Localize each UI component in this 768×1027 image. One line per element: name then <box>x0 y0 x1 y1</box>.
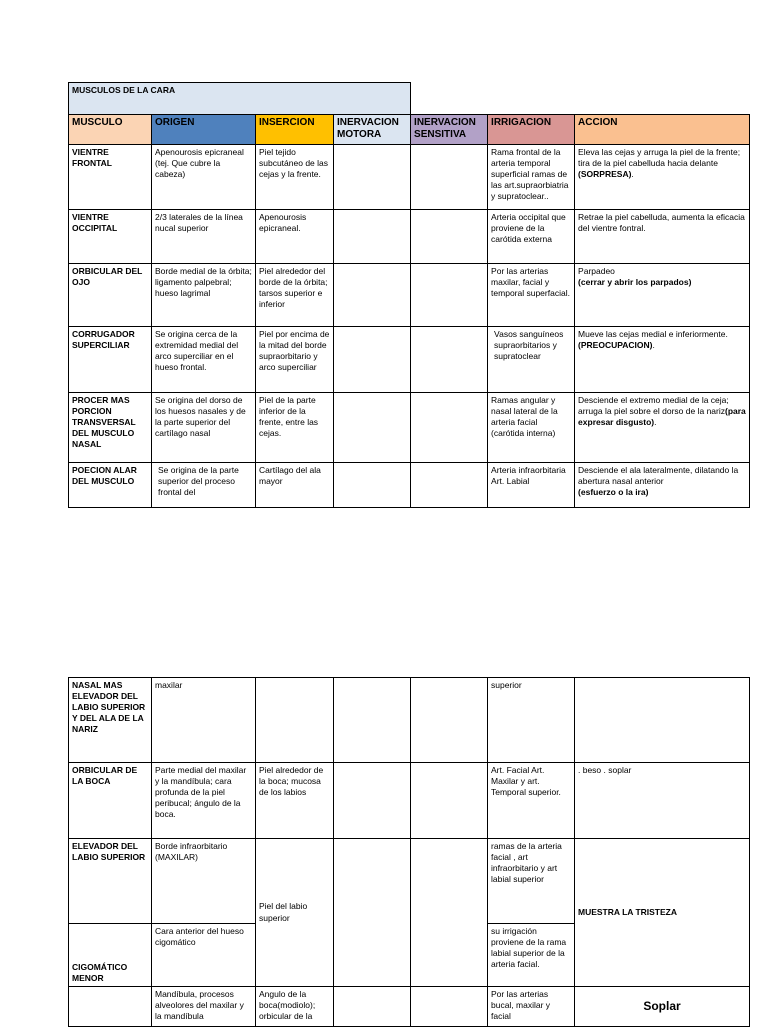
insercion-cell: Angulo de la boca(modiolo); orbicular de la <box>256 987 334 1027</box>
header-motora: INERVACION MOTORA <box>334 115 411 145</box>
header-origen: ORIGEN <box>152 115 256 145</box>
musculo-cell: VIENTRE FRONTAL <box>69 145 152 210</box>
musculo-cell: VIENTRE OCCIPITAL <box>69 210 152 264</box>
table-row <box>69 210 750 264</box>
sensitiva-cell <box>411 839 488 987</box>
header-row <box>69 115 750 145</box>
header-sensitiva: INERVACION SENSITIVA <box>411 115 488 145</box>
origen-cell: Borde infraorbitario (MAXILAR) <box>152 839 256 924</box>
musculo-cell: ELEVADOR DEL LABIO SUPERIOR <box>69 839 152 924</box>
insercion-cell: Piel del labio superior <box>256 839 334 987</box>
accion-cell: Desciende el ala lateralmente, dilatando la abertura nasal anterior (esfuerzo o la ira) <box>575 463 750 508</box>
musculo-cell: ORBICULAR DEL OJO <box>69 264 152 327</box>
muscles-table-1 <box>68 82 750 508</box>
header-accion: ACCION <box>575 115 750 145</box>
musculo-cell: NASAL MAS ELEVADOR DEL LABIO SUPERIOR Y DEL ALA DE LA NARIZ <box>69 678 152 763</box>
accion-cell: Parpadeo (cerrar y abrir los parpados) <box>575 264 750 327</box>
sensitiva-cell <box>411 678 488 763</box>
motora-cell <box>334 145 411 210</box>
accion-cell: MUESTRA LA TRISTEZA <box>575 839 750 987</box>
origen-cell: Apenourosis epicraneal (tej. Que cubre la cabeza) <box>152 145 256 210</box>
sensitiva-cell <box>411 763 488 839</box>
insercion-cell: Piel alrededor de la boca; mucosa de los labios <box>256 763 334 839</box>
accion-cell <box>575 678 750 763</box>
irrigacion-cell: Por las arterias maxilar, facial y temporal superfacial. <box>488 264 575 327</box>
musculo-cell: ORBICULAR DE LA BOCA <box>69 763 152 839</box>
table-title: MUSCULOS DE LA CARA <box>69 83 411 115</box>
header-insercion: INSERCION <box>256 115 334 145</box>
insercion-cell: Apenourosis epicraneal. <box>256 210 334 264</box>
irrigacion-cell: Art. Facial Art. Maxilar y art. Temporal superior. <box>488 763 575 839</box>
table-row <box>69 763 750 839</box>
musculo-cell <box>69 987 152 1027</box>
accion-cell: Eleva las cejas y arruga la piel de la frente; tira de la piel cabelluda hacia delante (SORPRESA). <box>575 145 750 210</box>
origen-cell: Cara anterior del hueso cigomático <box>152 924 256 987</box>
irrigacion-cell: Arteria occipital que proviene de la carótida externa <box>488 210 575 264</box>
accion-cell: Retrae la piel cabelluda, aumenta la eficacia del vientre fontral. <box>575 210 750 264</box>
sensitiva-cell <box>411 264 488 327</box>
origen-cell: Borde medial de la órbita; ligamento palpebral; hueso lagrimal <box>152 264 256 327</box>
sensitiva-cell <box>411 327 488 393</box>
table-row <box>69 678 750 763</box>
motora-cell <box>334 987 411 1027</box>
irrigacion-cell: Vasos sanguíneos supraorbitarios y supratoclear <box>488 327 575 393</box>
header-irrigacion: IRRIGACION <box>488 115 575 145</box>
accion-cell: Soplar <box>575 987 750 1027</box>
musculo-cell: POECION ALAR DEL MUSCULO <box>69 463 152 508</box>
sensitiva-cell <box>411 463 488 508</box>
motora-cell <box>334 327 411 393</box>
accion-cell: . beso . soplar <box>575 763 750 839</box>
header-musculo: MUSCULO <box>69 115 152 145</box>
irrigacion-cell: ramas de la arteria facial , art infraorbitario y art labial superior <box>488 839 575 924</box>
origen-cell: Mandíbula, procesos alveolores del maxilar y la mandíbula <box>152 987 256 1027</box>
table-row <box>69 987 750 1027</box>
origen-cell: Se origina de la parte superior del proceso frontal del <box>152 463 256 508</box>
table-row <box>69 264 750 327</box>
insercion-cell: Piel alrededor del borde de la órbita; tarsos superior e inferior <box>256 264 334 327</box>
sensitiva-cell <box>411 987 488 1027</box>
irrigacion-cell: Ramas angular y nasal lateral de la arteria facial (carótida interna) <box>488 393 575 463</box>
insercion-cell: Piel tejido subcutáneo de las cejas y la frente. <box>256 145 334 210</box>
irrigacion-cell: superior <box>488 678 575 763</box>
muscles-table-2 <box>68 677 750 1027</box>
table-row <box>69 145 750 210</box>
musculo-cell: CORRUGADOR SUPERCILIAR <box>69 327 152 393</box>
sensitiva-cell <box>411 145 488 210</box>
motora-cell <box>334 678 411 763</box>
origen-cell: maxilar <box>152 678 256 763</box>
insercion-cell: Piel por encima de la mitad del borde supraorbitario y arco superciliar <box>256 327 334 393</box>
motora-cell <box>334 763 411 839</box>
musculo-cell: PROCER MAS PORCION TRANSVERSAL DEL MUSCULO NASAL <box>69 393 152 463</box>
irrigacion-cell: Por las arterias bucal, maxilar y facial <box>488 987 575 1027</box>
musculo-cell: CIGOMÁTICO MENOR <box>69 924 152 987</box>
accion-cell: Desciende el extremo medial de la ceja; arruga la piel sobre el dorso de la nariz(para expresar disgusto). <box>575 393 750 463</box>
table-row <box>69 463 750 508</box>
motora-cell <box>334 264 411 327</box>
origen-cell: Se origina del dorso de los huesos nasales y de la parte superior del cartílago nasal <box>152 393 256 463</box>
irrigacion-cell: Rama frontal de la arteria temporal superficial ramas de las art.supraorbiatria y supratoclear.. <box>488 145 575 210</box>
table-row <box>69 839 750 924</box>
table-row <box>69 327 750 393</box>
motora-cell <box>334 463 411 508</box>
insercion-cell <box>256 678 334 763</box>
motora-cell <box>334 210 411 264</box>
origen-cell: Parte medial del maxilar y la mandíbula; cara profunda de la piel peribucal; ángulo de la boca. <box>152 763 256 839</box>
irrigacion-cell: Arteria infraorbitaria Art. Labial <box>488 463 575 508</box>
irrigacion-cell: su irrigación proviene de la rama labial superior de la arteria facial. <box>488 924 575 987</box>
motora-cell <box>334 839 411 987</box>
origen-cell: Se origina cerca de la extremidad medial del arco superciliar en el hueso frontal. <box>152 327 256 393</box>
table-row <box>69 393 750 463</box>
accion-cell: Mueve las cejas medial e inferiormente.(PREOCUPACION). <box>575 327 750 393</box>
sensitiva-cell <box>411 210 488 264</box>
sensitiva-cell <box>411 393 488 463</box>
motora-cell <box>334 393 411 463</box>
insercion-cell: Cartílago del ala mayor <box>256 463 334 508</box>
origen-cell: 2/3 laterales de la línea nucal superior <box>152 210 256 264</box>
insercion-cell: Piel de la parte inferior de la frente, entre las cejas. <box>256 393 334 463</box>
